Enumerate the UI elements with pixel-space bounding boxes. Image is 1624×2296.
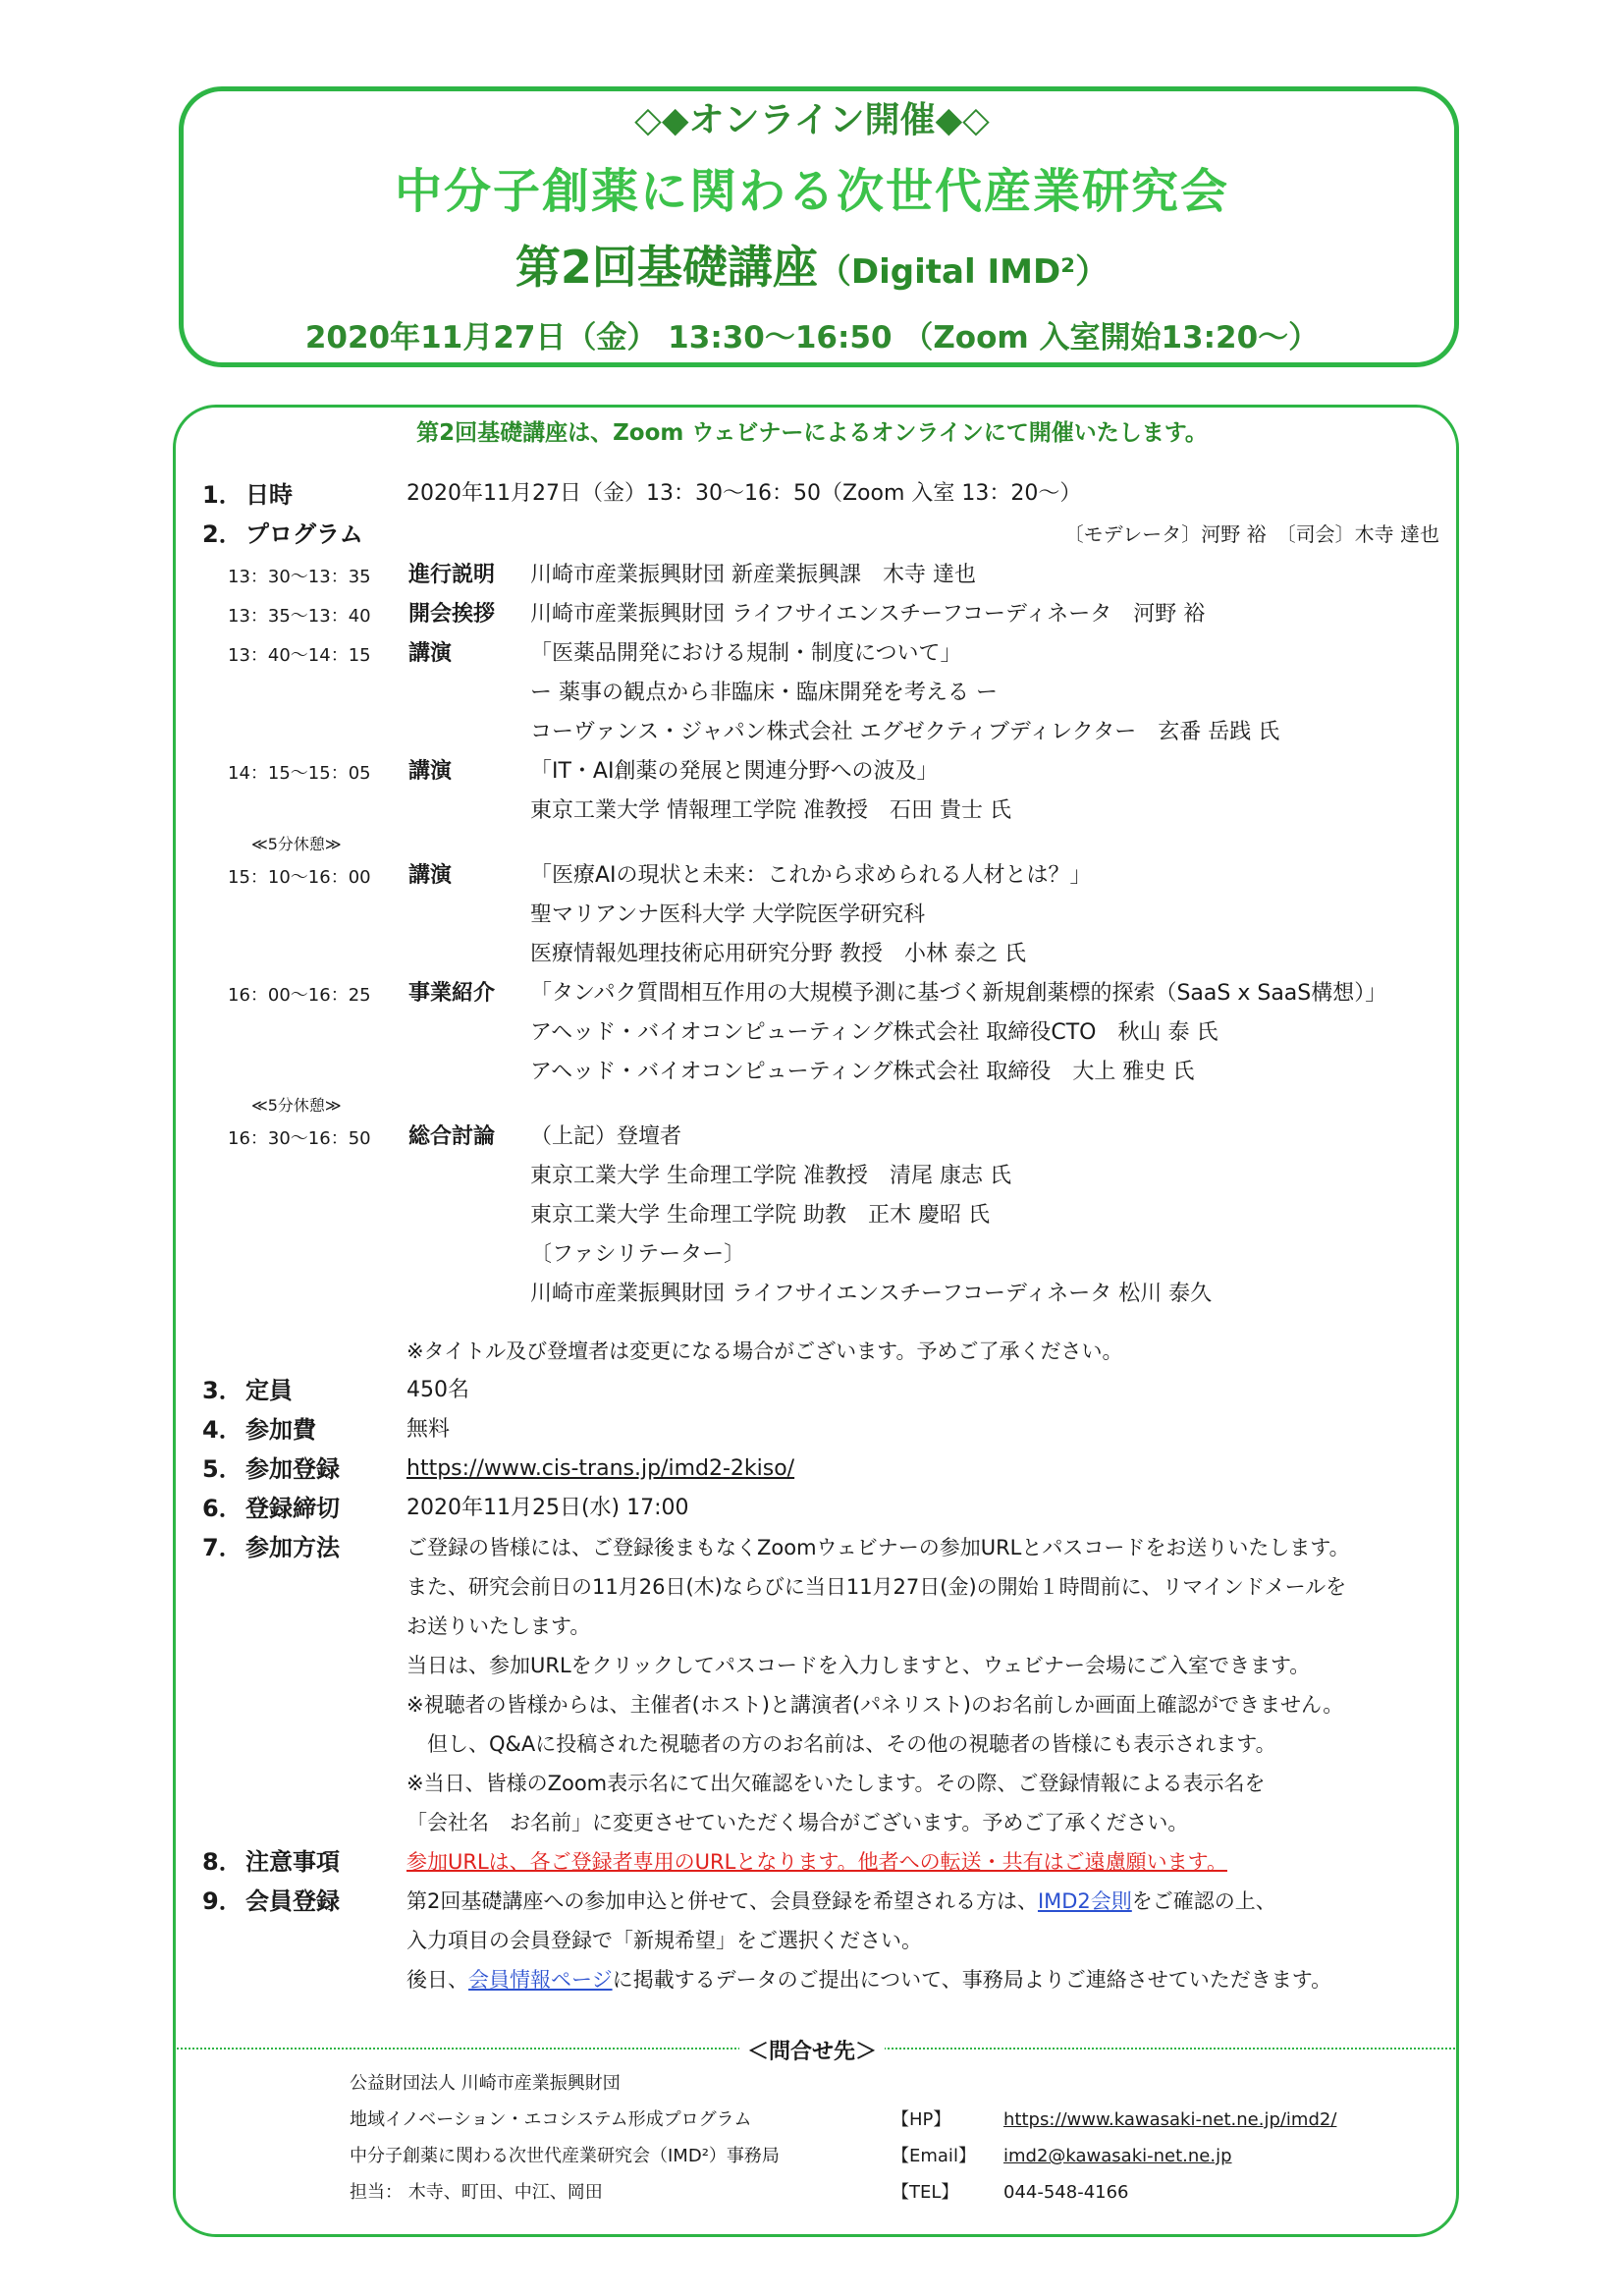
program-time: 14：15～15：05: [228, 763, 371, 784]
program-line: 東京工業大学 情報理工学院 准教授 石田 貴士 氏: [530, 798, 1011, 823]
contact-staff: 担当： 木寺、町田、中江、岡田: [350, 2182, 603, 2203]
tel-value: 044-548-4166: [1003, 2182, 1129, 2203]
section-5-num: 5．: [202, 1455, 243, 1483]
contact-org: 公益財団法人 川崎市産業振興財団: [350, 2073, 621, 2094]
membership-line-3: [406, 1966, 1331, 1994]
method-line: お送りいたします。: [406, 1614, 591, 1638]
program-line: （上記）登壇者: [530, 1124, 682, 1149]
section-3-head: 定員: [245, 1377, 293, 1404]
program-line: 医療情報処理技術応用研究分野 教授 小林 泰之 氏: [530, 942, 1026, 966]
contact-title: [0, 2035, 1624, 2065]
section-7-head: 参加方法: [245, 1534, 340, 1561]
member-info-link[interactable]: 会員情報ページ: [468, 1968, 613, 1992]
method-line: ※視聴者の皆様からは、主催者(ホスト)と講演者(パネリスト)のお名前しか画面上確認ができません。: [406, 1693, 1344, 1717]
program-line: コーヴァンス・ジャパン株式会社 エグゼクティブディレクター 玄番 岳践 氏: [530, 720, 1280, 744]
program-time: 13：30～13：35: [228, 567, 371, 587]
section-3-num: 3．: [202, 1377, 243, 1404]
section-4-num: 4．: [202, 1416, 243, 1444]
program-label: 総合討論: [408, 1124, 496, 1149]
program-line: 東京工業大学 生命理工学院 准教授 清尾 康志 氏: [530, 1164, 1011, 1188]
section-1-head: 日時: [245, 481, 293, 509]
section-2-num: 2．: [202, 520, 243, 548]
program-line: 東京工業大学 生命理工学院 助教 正木 慶昭 氏: [530, 1203, 990, 1228]
hp-label: 【HP】: [892, 2109, 951, 2130]
email-label: 【Email】: [892, 2146, 976, 2166]
membership-line-1: [406, 1887, 1276, 1915]
registration-link[interactable]: https://www.cis-trans.jp/imd2-2kiso/: [406, 1456, 795, 1481]
section-1-value: 2020年11月27日（金）13：30～16：50（Zoom 入室 13：20～）: [406, 481, 1082, 506]
section-9-num: 9．: [202, 1887, 243, 1915]
program-line: アヘッド・バイオコンピューティング株式会社 取締役CTO 秋山 泰 氏: [530, 1020, 1218, 1045]
program-line: 川崎市産業振興財団 ライフサイエンスチーフコーディネータ 松川 泰久: [530, 1282, 1213, 1306]
membership-text: に掲載するデータのご提出について、事務局よりご連絡させていただきます。: [612, 1968, 1332, 1992]
method-line: 「会社名 お名前」に変更させていただく場合がございます。予めご了承ください。: [406, 1811, 1189, 1834]
break-note: ≪5分休憩≫: [251, 1096, 342, 1115]
email-link[interactable]: imd2@kawasaki-net.ne.jp: [1003, 2146, 1232, 2166]
program-label: 進行説明: [408, 563, 496, 587]
fee-value: 無料: [406, 1417, 451, 1442]
program-line: ー 薬事の観点から非臨床・臨床開発を考える ー: [530, 681, 998, 705]
hp-link[interactable]: https://www.kawasaki-net.ne.jp/imd2/: [1003, 2109, 1337, 2130]
section-5-head: 参加登録: [245, 1455, 340, 1483]
contact-program: 地域イノベーション・エコシステム形成プログラム: [350, 2109, 752, 2130]
section-4-head: 参加費: [245, 1416, 316, 1444]
contact-title-text: ＜問合せ先＞: [739, 2040, 885, 2064]
online-badge: ◇◆オンライン開催◆◇: [634, 100, 990, 140]
event-date: 2020年11月27日（金） 13:30～16:50 （Zoom 入室開始13:20～）: [304, 320, 1320, 355]
section-8-num: 8．: [202, 1848, 243, 1876]
subtitle-paren: （Digital IMD²）: [817, 252, 1110, 292]
program-line: 「タンパク質間相互作用の大規模予測に基づく新規創薬標的探索（SaaS x SaaS構想）」: [530, 981, 1387, 1006]
program-line: 「医薬品開発における規制・制度について」: [530, 641, 962, 666]
section-7-num: 7．: [202, 1534, 243, 1561]
tel-label: 【TEL】: [892, 2182, 959, 2203]
section-2-head: プログラム: [245, 520, 363, 548]
rules-link[interactable]: IMD2会則: [1037, 1889, 1132, 1913]
program-line: 川崎市産業振興財団 ライフサイエンスチーフコーディネータ 河野 裕: [530, 602, 1206, 627]
moderator-line: 〔モデレータ〕河野 裕 〔司会〕木寺 達也: [1063, 522, 1439, 546]
membership-text: 第2回基礎講座への参加申込と併せて、会員登録を希望される方は、: [406, 1889, 1038, 1913]
program-line: アヘッド・バイオコンピューティング株式会社 取締役 大上 雅史 氏: [530, 1060, 1195, 1084]
program-time: 13：40～14：15: [228, 645, 371, 666]
method-line: また、研究会前日の11月26日(木)ならびに当日11月27日(金)の開始１時間前に、リマインドメールを: [406, 1575, 1347, 1599]
method-line: ※当日、皆様のZoom表示名にて出欠確認をいたします。その際、ご登録情報による表示名を: [406, 1772, 1266, 1795]
program-time: 16：00～16：25: [228, 985, 371, 1006]
capacity-value: 450名: [406, 1378, 469, 1402]
section-9-head: 会員登録: [245, 1887, 340, 1915]
section-6-num: 6．: [202, 1495, 243, 1522]
program-time: 16：30～16：50: [228, 1128, 371, 1149]
membership-line-2: 入力項目の会員登録で「新規希望」をご選択ください。: [406, 1929, 922, 1952]
deadline-value: 2020年11月25日(水) 17:00: [406, 1496, 689, 1520]
subtitle: [0, 232, 1624, 297]
contact-office: 中分子創薬に関わる次世代産業研究会（IMD²）事務局: [350, 2146, 780, 2166]
membership-text: 後日、: [406, 1968, 468, 1992]
program-label: 事業紹介: [408, 981, 496, 1006]
program-line: 「IT・AI創薬の発展と関連分野への波及」: [530, 759, 939, 784]
method-line: 当日は、参加URLをクリックしてパスコードを入力しますと、ウェビナー会場にご入室できます。: [406, 1654, 1311, 1677]
program-line: 「医療AIの現状と未来：これから求められる人材とは？」: [530, 863, 1092, 888]
section-6-head: 登録締切: [245, 1495, 340, 1522]
program-line: 川崎市産業振興財団 新産業振興課 木寺 達也: [530, 563, 976, 587]
program-line: 聖マリアンナ医科大学 大学院医学研究科: [530, 902, 926, 927]
section-8-head: 注意事項: [245, 1848, 340, 1876]
intro-text: 第2回基礎講座は、Zoom ウェビナーによるオンラインにて開催いたします。: [416, 420, 1208, 446]
caution-text: 参加URLは、各ご登録者専用のURLとなります。他者への転送・共有はご遠慮願います。: [406, 1850, 1227, 1874]
subtitle-main: 第2回基礎講座: [514, 241, 818, 294]
page-title: 中分子創薬に関わる次世代産業研究会: [394, 164, 1229, 219]
method-line: 但し、Q&Aに投稿された視聴者の方のお名前は、その他の視聴者の皆様にも表示されます。: [406, 1732, 1276, 1756]
membership-text: をご確認の上、: [1131, 1889, 1276, 1913]
program-line: 〔ファシリテーター〕: [530, 1242, 746, 1267]
method-line: ご登録の皆様には、ご登録後まもなくZoomウェビナーの参加URLとパスコードをお送りいたします。: [406, 1536, 1350, 1559]
program-label: 講演: [408, 863, 453, 888]
break-note: ≪5分休憩≫: [251, 835, 342, 853]
program-label: 開会挨拶: [408, 602, 496, 627]
program-time: 13：35～13：40: [228, 606, 371, 627]
change-note: ※タイトル及び登壇者は変更になる場合がございます。予めご了承ください。: [406, 1339, 1123, 1363]
program-time: 15：10～16：00: [228, 867, 371, 888]
program-label: 講演: [408, 641, 453, 666]
section-1-num: 1．: [202, 481, 243, 509]
program-label: 講演: [408, 759, 453, 784]
